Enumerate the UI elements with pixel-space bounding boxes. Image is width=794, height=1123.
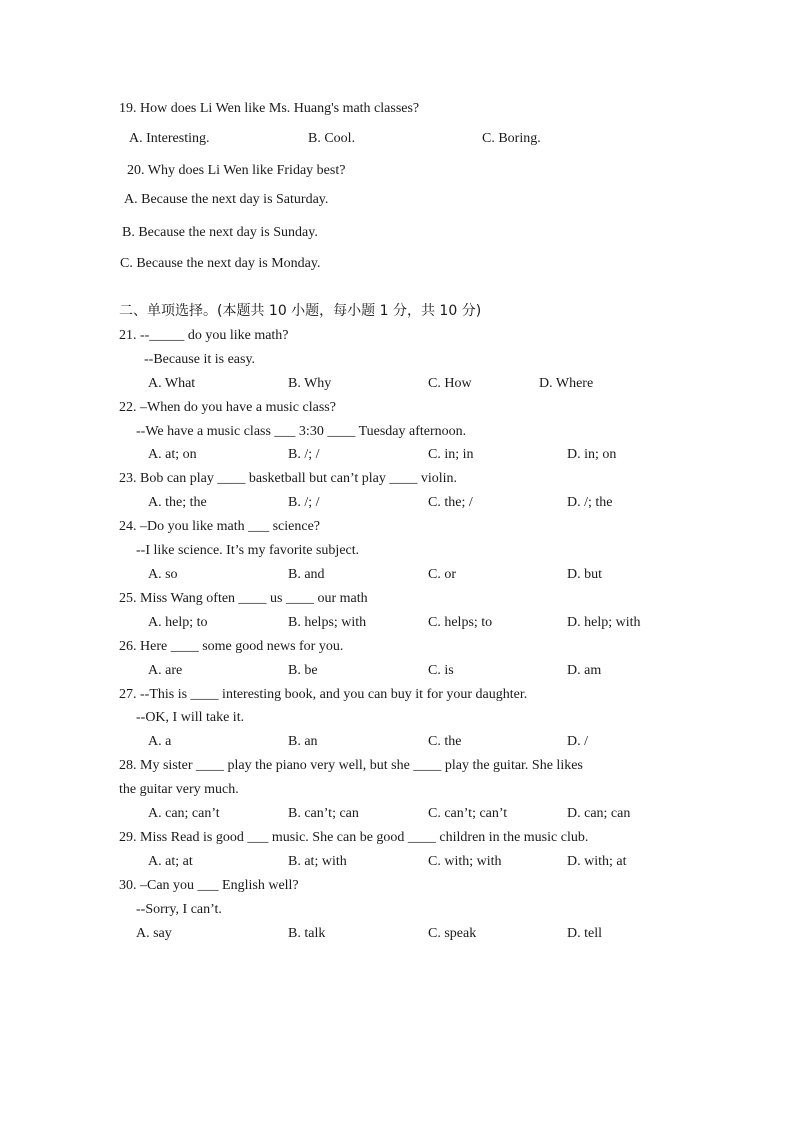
- q27-line-1: 27. --This is ____ interesting book, and you can buy it for your daughter.: [119, 687, 528, 702]
- q24-option-c: C. or: [428, 567, 456, 582]
- q23-option-d: D. /; the: [567, 495, 613, 510]
- q28-option-d: D. can; can: [567, 806, 631, 821]
- q19-option-a: A. Interesting.: [129, 131, 210, 146]
- q22-option-a: A. at; on: [148, 447, 197, 462]
- q24-line-1: 24. –Do you like math ___ science?: [119, 519, 321, 534]
- q24-option-a: A. so: [148, 567, 178, 582]
- q24-option-b: B. and: [288, 567, 325, 582]
- q19-stem: 19. How does Li Wen like Ms. Huang's math classes?: [119, 101, 420, 116]
- q26-option-c: C. is: [428, 663, 454, 678]
- q21-option-c: C. How: [428, 376, 472, 391]
- section-heading: 二、单项选择。(本题共 10 小题，每小题 1 分，共 10 分): [119, 303, 482, 319]
- q30-option-c: C. speak: [428, 926, 477, 941]
- q27-option-c: C. the: [428, 734, 462, 749]
- q26-option-d: D. am: [567, 663, 602, 678]
- q30-option-b: B. talk: [288, 926, 326, 941]
- q22-option-d: D. in; on: [567, 447, 617, 462]
- q29-option-a: A. at; at: [148, 854, 193, 869]
- q27-line-2: --OK, I will take it.: [136, 710, 245, 725]
- q29-option-c: C. with; with: [428, 854, 502, 869]
- q25-option-b: B. helps; with: [288, 615, 367, 630]
- q26-line-1: 26. Here ____ some good news for you.: [119, 639, 344, 654]
- q29-option-d: D. with; at: [567, 854, 627, 869]
- q21-line-2: --Because it is easy.: [144, 352, 256, 367]
- q30-line-2: --Sorry, I can’t.: [136, 902, 222, 917]
- q21-option-b: B. Why: [288, 376, 332, 391]
- q20-stem: 20. Why does Li Wen like Friday best?: [127, 163, 346, 178]
- q25-option-a: A. help; to: [148, 615, 208, 630]
- q25-line-1: 25. Miss Wang often ____ us ____ our math: [119, 591, 368, 606]
- q22-line-1: 22. –When do you have a music class?: [119, 400, 336, 415]
- q28-line-2: the guitar very much.: [119, 782, 239, 797]
- q25-option-c: C. helps; to: [428, 615, 493, 630]
- q25-option-d: D. help; with: [567, 615, 641, 630]
- q27-option-a: A. a: [148, 734, 172, 749]
- q21-line-1: 21. --_____ do you like math?: [119, 328, 289, 343]
- q30-option-d: D. tell: [567, 926, 602, 941]
- q24-line-2: --I like science. It’s my favorite subject.: [136, 543, 360, 558]
- q22-option-b: B. /; /: [288, 447, 320, 462]
- q23-option-a: A. the; the: [148, 495, 207, 510]
- q23-line-1: 23. Bob can play ____ basketball but can’t play ____ violin.: [119, 471, 458, 486]
- q27-option-b: B. an: [288, 734, 318, 749]
- q24-option-d: D. but: [567, 567, 602, 582]
- q22-line-2: --We have a music class ___ 3:30 ____ Tuesday afternoon.: [136, 424, 467, 439]
- q30-option-a: A. say: [136, 926, 172, 941]
- q22-option-c: C. in; in: [428, 447, 474, 462]
- q26-option-a: A. are: [148, 663, 183, 678]
- q19-option-c: C. Boring.: [482, 131, 541, 146]
- q20-option-c: C. Because the next day is Monday.: [120, 256, 321, 271]
- q19-option-b: B. Cool.: [308, 131, 356, 146]
- q20-option-a: A. Because the next day is Saturday.: [124, 192, 329, 207]
- q28-option-b: B. can’t; can: [288, 806, 359, 821]
- q28-option-a: A. can; can’t: [148, 806, 220, 821]
- q23-option-b: B. /; /: [288, 495, 320, 510]
- q20-option-b: B. Because the next day is Sunday.: [122, 225, 318, 240]
- q29-line-1: 29. Miss Read is good ___ music. She can be good ____ children in the music club.: [119, 830, 589, 845]
- q21-option-d: D. Where: [539, 376, 594, 391]
- q27-option-d: D. /: [567, 734, 588, 749]
- q21-option-a: A. What: [148, 376, 196, 391]
- q30-line-1: 30. –Can you ___ English well?: [119, 878, 299, 893]
- q28-option-c: C. can’t; can’t: [428, 806, 508, 821]
- q29-option-b: B. at; with: [288, 854, 347, 869]
- q26-option-b: B. be: [288, 663, 318, 678]
- q23-option-c: C. the; /: [428, 495, 473, 510]
- q28-line-1: 28. My sister ____ play the piano very well, but she ____ play the guitar. She likes: [119, 758, 583, 773]
